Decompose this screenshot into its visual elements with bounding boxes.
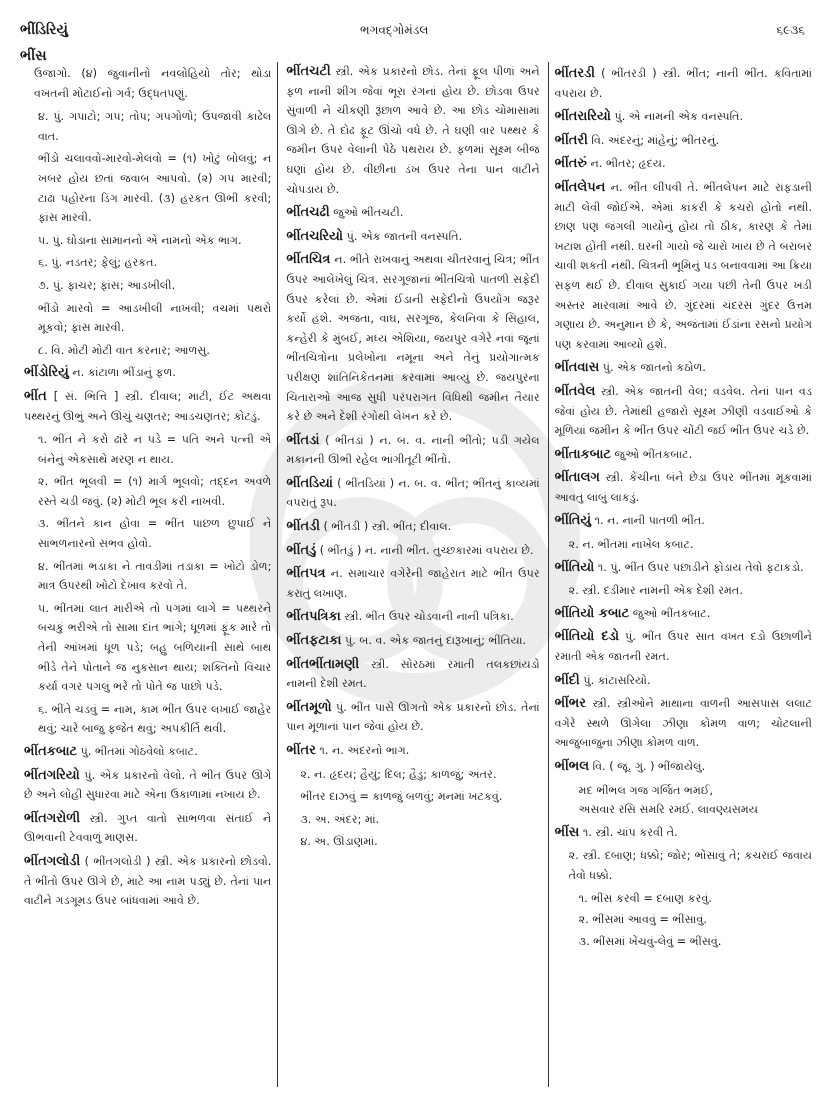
dictionary-entry xyxy=(24,809,271,848)
headword: ભીંતગલોડી xyxy=(24,853,81,869)
definition: ( ભીંતરડી ) સ્ત્રી. ભીંત; નાની ભીંત. કવિતામાં વપરાય છે. xyxy=(554,67,813,100)
idiom: ૪. ભીંતમાં ભડાકા ને તાવડીમાં તડાકા = ખોટો ડોળ; માત્ર ઉપરથી ખોટો દેખાવ કરવો તે. xyxy=(38,559,272,593)
quotation-line: અસવાર રસિ સમરિ રમઈ. લાવણ્યસમય xyxy=(578,803,758,817)
dictionary-entry xyxy=(286,564,539,603)
sense-definition: ૬. પું. નડતર; ફેલું; હરકત. xyxy=(38,256,158,270)
sense-definition: ૨. સ્ત્રી. દબાણ; ધક્કો; જોર; ભોંસાવું તે; કચરાઈ જવાય તેવો ધક્કો. xyxy=(568,849,812,882)
definition: પું. બ. વ. એક જાતનું દારૂખાનું; ભીંતિયા. xyxy=(345,634,527,648)
definition: સ્ત્રી. સ્ત્રીઓને માથાના વાળની આસપાસ લલાટ વગેરે સ્થળે ઊગેલા ઝીણા કોમળ વાળ; ચોટલાની આજુબાજુના ઝીણા કોમળ વાળ. xyxy=(554,697,813,750)
headword: ભીંત xyxy=(24,388,47,404)
dictionary-entry xyxy=(286,741,539,761)
headword: ભીંતિયો xyxy=(554,559,595,575)
dictionary-entry xyxy=(555,694,812,753)
headword: ભીંતપત્ર xyxy=(286,566,326,582)
definition: પું. એક જાતની વનસ્પતિ. xyxy=(346,229,463,243)
sense-definition: ૭. પું. ફાચર; ફાંસ; આડખીલી. xyxy=(38,278,176,292)
headword: ભીંતવાસ xyxy=(554,360,600,376)
headword: ભીંતિયો કબાટ xyxy=(554,605,630,621)
definition: ( ભીંતડાં ) ન. બ. વ. નાની ભીંતો; પડી ગયેલ મકાનની ઊભી રહેલ ભાંગીતૂટી ભીંતો. xyxy=(286,433,540,467)
definition: પું. ભીંત ઉપર સાત વખત દડો ઉછાળીને રમાતી એક જાતની રમત. xyxy=(554,630,812,664)
definition: ( ભીંતડિયાં ) ન. બ. વ. ભીંત; ભીંતનું કાવ્યમાં વપરાતું રૂપ. xyxy=(286,476,540,510)
definition: ( ભીંતડી ) સ્ત્રી. ભીંત; દીવાલ. xyxy=(323,520,452,534)
headword: ભીંતગરોળી xyxy=(24,810,81,826)
guide-word-first: ભીંડિરિયું xyxy=(20,22,68,38)
sense-definition: ૪. પું. ગપાટો; ગપ; તોપ; ગપગોળો; ઉપજાવી કાઢેલ વાત. xyxy=(38,110,272,143)
dictionary-entry xyxy=(24,766,271,805)
continued-text: ઉજાગો. (૪) જુવાનીનો નવલોહિયો તોર; થોડા વખતની મોટાઈનો ગર્વ; ઉદ્ધતપણું. xyxy=(34,67,272,100)
sense-definition: ૪. અ. ઊંડાણમાં. xyxy=(300,835,378,849)
headword: ભીંતલેપન xyxy=(554,179,606,195)
book-title: ભગવદ્ગોમંડલ xyxy=(360,23,429,37)
dictionary-columns xyxy=(18,64,818,1094)
column-left xyxy=(18,64,277,1094)
headword: ભીંતડી xyxy=(286,519,320,535)
dictionary-entry xyxy=(286,431,539,470)
headword: ભીંતમૂળો xyxy=(286,699,332,715)
definition: પું. ભીંત પાસે ઊગતો એક પ્રકારનો છોડ. તેનાં પાન મૂળાનાં પાન જેવાં હોય છે. xyxy=(286,700,540,734)
headword: ભીંતવેલ xyxy=(554,383,596,399)
dictionary-entry xyxy=(286,474,539,513)
definition: જુઓ ભીંતકબાટ. xyxy=(614,447,693,461)
definition: સ્ત્રી. સોરઠમાં રમાતી તલકછાંયડો નામની દેશી રમત. xyxy=(286,657,540,691)
idiom: ૬. ભીંતે ચડવું = નામ, કામ ભીંત ઉપર લખાઈ જાહેર થવું; ચારે બાજુ ફજેત થવું; અપકીર્તિ થવી. xyxy=(38,702,272,736)
headword: ભીંતરારિયો xyxy=(554,109,611,125)
definition: પું. એક જાતનો કઠોળ. xyxy=(602,361,706,375)
definition: જુઓ ભીંતચટી. xyxy=(333,206,404,220)
headword: ભીંડોરિયું xyxy=(24,365,69,381)
dictionary-entry xyxy=(286,62,539,199)
idiom: ૧. ભીંસ કરવી = દબાણ કરવું. xyxy=(578,891,712,905)
dictionary-entry xyxy=(555,468,812,507)
definition: ન. ભીંત લીંપવી તે. ભીંતલેપન માટે રાફડાની માટી લેવી જોઈએ. એમાં કાંકરી કે કચરો હોતો નથી. છાણ પણ જંગલી ગાયોનું હોય તો ઠીક, કારણ કે તેમાં ખટાશ હોતી નથી. ઘરની ગાયો જે ચારો ખાય છે તે બરાબર ચાવી શકતી નથી. ચિત્રની ભૂમિનું પડ બનાવવામાં આ ક્રિયા સફળ થઈ છે. દીવાલ સુકાઈ ગયા પછી તેની ઉપર ખડી અસ્તર મારવામાં આવે છે. ગુંદરમાં ચંદરસ ગુંદર ઉત્તમ ગણાય છે. અનુમાન છે કે, અજંતામાં ઈંડાંના રસનો પ્રયોગ પણ કરવામાં આવ્યો હશે. xyxy=(554,180,813,351)
sense-definition: ૨. સ્ત્રી. દડીમાર નામની એક દેશી રમત. xyxy=(568,584,743,598)
dictionary-entry xyxy=(555,131,812,151)
definition: [ સં. ભિત્તિ ] સ્ત્રી. દીવાલ; માટી, ઈંટ અથવા પથ્થરનું ઊભું અને ઊંચું ચણતર; આડચણતર; કોટડું. xyxy=(24,389,272,423)
headword: ભીંતકબાટ xyxy=(24,744,78,759)
headword: ભીંતડાં xyxy=(286,432,320,448)
headword: ભીંતગરિયો xyxy=(24,767,80,783)
headword: ભીંદી xyxy=(554,672,580,688)
running-head xyxy=(0,10,825,64)
definition: ૧. ન. નાની પાતળી ભીંત. xyxy=(594,514,705,528)
dictionary-entry xyxy=(555,445,812,465)
headword: ભીંતરું xyxy=(554,156,587,172)
dictionary-entry xyxy=(24,742,271,762)
dictionary-entry xyxy=(286,250,539,426)
dictionary-entry xyxy=(555,671,812,691)
headword: ભીંતિયો દડો xyxy=(554,629,620,645)
dictionary-entry xyxy=(555,382,812,441)
dictionary-entry xyxy=(286,517,539,537)
definition: વિ. અંદરનું; માંહેનું; ભીતરનું. xyxy=(591,133,720,147)
headword: ભીંભલ xyxy=(554,759,590,774)
headword: ભીંભર xyxy=(554,696,586,712)
sense-definition: ૫. પું. ઘોડાના સામાનનો એ નામનો એક ભાગ. xyxy=(38,233,242,247)
quotation-line: મદ ભીંભલ ગજ ગર્જિત ભમઈ, xyxy=(578,783,714,797)
idiom: ૨. ભીંત ભૂલવી = (૧) માર્ગ ભૂલવો; તદ્દન અવળે રસ્તે ચડી જવું. (૨) મોટી ભૂલ કરી નાખવી. xyxy=(38,475,272,508)
headword: ભીંતરી xyxy=(554,132,588,148)
definition: ( ભીંતગલોડી ) સ્ત્રી. એક પ્રકારનો છોડવો. તે ભીંતો ઉપર ઊગે છે, માટે આ નામ પડ્યું છે. તેનાં પાન વાટીને ગડગૂમડ ઉપર બાંધવામાં આવે છે. xyxy=(24,854,272,908)
headword: ભીંતફટાકા xyxy=(286,633,342,649)
dictionary-entry xyxy=(555,823,812,843)
definition: સ્ત્રી. ભીંત ઉપર ચોડવાની નાની પત્રિકા. xyxy=(344,610,514,624)
headword: ભીંતર xyxy=(286,743,316,758)
dictionary-entry xyxy=(286,607,539,627)
headword: ભીંતચિત્ર xyxy=(286,252,331,268)
dictionary-entry xyxy=(286,227,539,247)
dictionary-entry xyxy=(555,178,812,354)
dictionary-entry xyxy=(555,107,812,127)
dictionary-entry xyxy=(555,558,812,578)
dictionary-entry xyxy=(286,698,539,737)
definition: ૧. પું. ભીંત ઉપર પછાડીને ફોડાય તેવો ફટાકડો. xyxy=(597,560,804,574)
dictionary-entry xyxy=(286,655,539,694)
headword: ભીંતચઢી xyxy=(286,205,330,221)
idiom: ૩. ભીંતને કાન હોવા = ભીંત પાછળ છુપાઈ ને સાંભળનારનો સંભવ હોવો. xyxy=(38,517,272,551)
page-number: ૬૯૩૬ xyxy=(776,23,805,37)
dictionary-entry xyxy=(555,358,812,378)
sense-definition: ૨. ન. ભીંતમાં નાખેલ કબાટ. xyxy=(568,538,694,552)
sense-definition: ૩. અ. અંદર; માં. xyxy=(300,812,380,826)
definition: પું. એ નામની એક વનસ્પતિ. xyxy=(614,110,744,124)
headword: ભીંતભીંતામણી xyxy=(286,656,360,672)
definition: પું. કાંટાસરિયો. xyxy=(583,673,651,687)
definition: સ્ત્રી. ગુપ્ત વાતો સાંભળવા સંતાઈ ને ઊભવાની ટેવવાળું માણસ. xyxy=(24,811,272,845)
headword: ભીંતડું xyxy=(286,542,317,558)
dictionary-entry xyxy=(555,511,812,531)
headword: ભીંતડિયાં xyxy=(286,475,333,491)
definition: સ્ત્રી. કેંચીના બંને છેડા ઉપર ભીંતમાં મૂકવામાં આવતું લાંબું લાકડું. xyxy=(554,471,812,504)
dictionary-entry xyxy=(24,387,271,426)
definition: વિ. ( જૂ. ગુ. ) ભીંજાયેલું. xyxy=(592,760,706,773)
headword: ભીંતાલગ xyxy=(554,470,600,486)
idiom: ૧. ભીંત ને કરો ઢાંરે ન પડે = પતિ અને પત્ની એ બંનેનું એકસાથે મરણ ન થાય. xyxy=(38,433,272,466)
sense-definition: ૮. વિ. મોટી મોટી વાત કરનાર; આળસુ. xyxy=(38,343,210,357)
dictionary-entry xyxy=(555,757,812,777)
dictionary-entry xyxy=(24,852,271,911)
definition: સ્ત્રી. એક પ્રકારનો છોડ. તેનાં ફૂલ પીળાં અને ફળ નાની શીંગ જેવાં ભૂરા રંગનાં હોય છે. છોડવા ઉપર સુંવાળી ને ચીકણી રૂંછાળ આવે છે. આ છોડ ચોમાસામાં ઊગે છે. તે દોઢ ફૂટ ઊંચો વધે છે. તે ઘણી વાર પથ્થર કે જમીન ઉપર વેલાની પેઠે પથરાય છે. ફળમાં સૂક્ષ્મ બીજ ઘણાં હોય છે. વીંછીના ડંખ ઉપર તેના પાન વાટીને ચોપડાય છે. xyxy=(286,65,540,196)
headword: ભીંતરડી xyxy=(554,66,595,81)
idiom: ભીંડો મારવો = આડખીલી નાખવી; વચમાં પથરો મૂકવો; ફાંસ મારવી. xyxy=(38,301,272,335)
headword: ભીંતિયું xyxy=(554,513,591,529)
guide-word-last: ભીંસ xyxy=(20,48,47,64)
idiom: ૩. ભીંસમાં ખેંચવું-લેવું = ભીંસવું. xyxy=(578,934,722,948)
definition: ન. ભીતર; હૃદય. xyxy=(590,157,666,171)
definition: સ્ત્રી. એક જાતની વેલ; વડવેલ. તેનાં પાન વડ જેવાં હોય છે. તેમાંથી હજારો સૂક્ષ્મ ઝીણી વડવાઈઓ કે મૂળિયાં જમીન કે ભીંત ઉપર ચોંટી જઈ ભીંત ઉપર ચડે છે. xyxy=(554,384,812,438)
definition: ૧. સ્ત્રી. ચાંપ કરવી તે. xyxy=(582,825,678,839)
headword: ભીંતચરિયો xyxy=(286,228,344,244)
dictionary-entry xyxy=(24,363,271,383)
definition: ન. કાંટાળા ભીંડાનું ફળ. xyxy=(72,366,176,380)
dictionary-entry xyxy=(286,631,539,651)
definition: પું. એક પ્રકારનો વેલો. તે ભીંત ઉપર ઊગે છે અને લોહી સુધારવા માટે એના ઉકાળામાં નખાય છે. xyxy=(24,768,272,802)
sense-definition: ૨. ન. હૃદય; હૈયું; દિલ; હૈડું; કાળજું; અંતર. xyxy=(300,767,497,781)
definition: પું. ભીંતમાં ગોઠવેલો કબાટ. xyxy=(80,745,198,758)
headword: ભીંસ xyxy=(554,824,580,840)
definition: ન. ભીંતે રાખવાનું અથવા ચીતરવાનું ચિત્ર; ભીંત ઉપર આલેખેલું ચિત્ર. સરગૂજાનાં ભીંતચિત્રો પાતળી સફેદી ઉપર કરેલાં છે. એમાં ઈંડાની સફેદીનો ઉપયોગ જરૂર કર્યો હશે. અજંતા, વાઘ, સરગૂજ, કેલનિવા કે સિહાલ, કન્હેરી કે મુંબઈ, મધ્ય એશિયા, જયપુર વગેરે નવાં જૂનાં ભીંતચિત્રોના પ્રલેખોના નમૂના અને તેનું પ્રયોગાત્મક પરીક્ષણ શાંતિનિકેતનમાં કરવામાં આવ્યું છે. જયપુરના ચિતારાઓ આજ સુધી પરંપરાગત વિધિથી જમીન તૈયાર કરે છે અને દેશી રંગોથી લેખન કરે છે. xyxy=(286,253,540,424)
column-right xyxy=(549,64,818,1094)
definition: ૧. ન. અંદરનો ભાગ. xyxy=(319,744,410,757)
idiom: ભીંતર દાઝવું = કાળજું બળવું; મનમાં ખટકવું. xyxy=(300,790,503,804)
quotation xyxy=(555,781,812,820)
dictionary-entry xyxy=(555,604,812,624)
definition: જુઓ ભીંતકબાટ. xyxy=(632,606,711,620)
dictionary-entry xyxy=(555,627,812,666)
headword: ભીંતચટી xyxy=(286,64,331,79)
definition: ( ભીંતડું ) ન. નાની ભીંત. તુચ્છકારમાં વપરાય છે. xyxy=(319,543,534,557)
dictionary-entry xyxy=(286,541,539,561)
idiom: ભીંડો ચલાવવો-મારવો-મેલવો = (૧) ખોટું બોલવું; ન ખબર હોય છતાં જવાબ આપવો. (૨) ગપ મારવી; ટાઢા પહોરના ડિંગ મારવી. (૩) હરકત ઊભી કરવી; ફાંસ મારવી. xyxy=(38,152,272,225)
headword: ભીંતાકબાટ xyxy=(554,446,611,462)
column-middle xyxy=(277,62,548,1087)
dictionary-entry xyxy=(555,64,812,103)
idiom: ૨. ભીંસમાં આવવું = ભીંસાવું. xyxy=(578,913,707,927)
dictionary-entry xyxy=(286,203,539,223)
dictionary-entry xyxy=(555,154,812,174)
headword: ભીંતપત્રિકા xyxy=(286,609,341,625)
definition: ન. સમાચાર વગેરેની જાહેરાત માટે ભીંત ઉપર કરાતું લખાણ. xyxy=(286,567,540,600)
idiom: ૫. ભીંતમાં લાત મારીએ તો પગમાં લાગે = પથ્થરને બચકું ભરીએ તો સામા દાંત ભાંગે; ધૂળમાં ફૂંક મારે તો તેની આંખમાં ધૂળ પડે; બહુ બળિયાની સાથે બાથ ભીડે તેને પોતાને જ નુકસાન થાય; શક્તિનો વિચાર કર્યા વગર પગલું ભરે તો પોતે જ પાછો પડે. xyxy=(38,601,272,694)
